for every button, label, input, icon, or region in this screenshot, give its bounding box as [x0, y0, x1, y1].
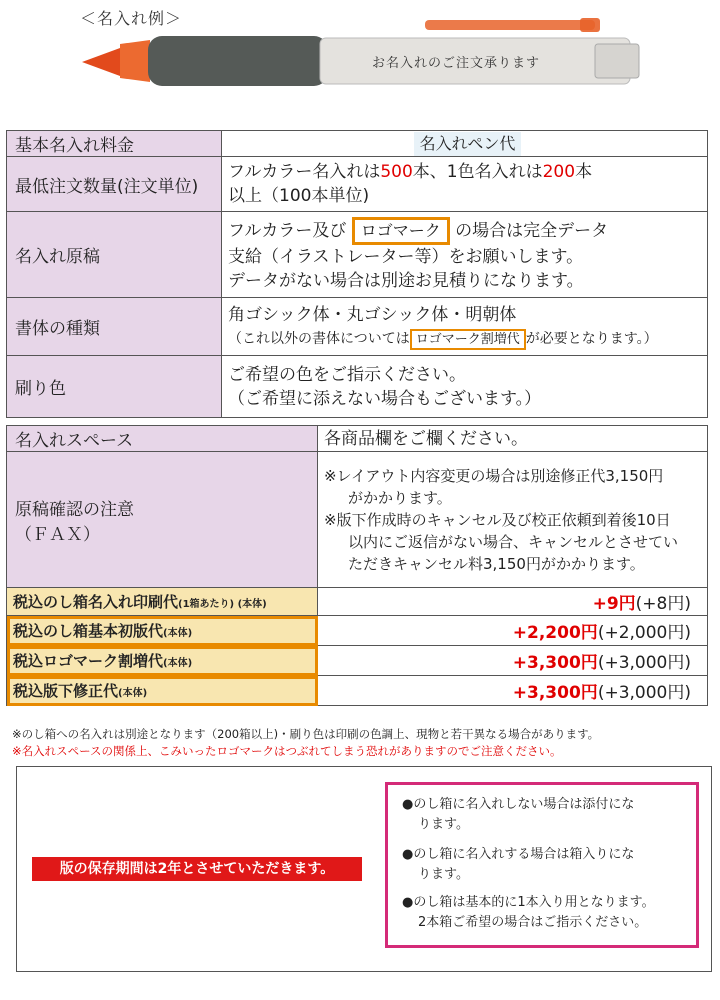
font-value: 角ゴシック体・丸ゴシック体・明朝体 （これ以外の書体については ロゴマーク割増代 が必要となります。） [222, 298, 708, 356]
box-bullets-panel [385, 782, 699, 948]
space-label: 名入れスペース [7, 426, 318, 452]
retention-banner: 版の保存期間は2年とさせていただきます。 [32, 857, 362, 881]
logo-mark-box: ロゴマーク [352, 217, 450, 245]
bullet-item: ●のし箱に名入れしない場合は添付にな ります。 [402, 797, 635, 832]
bullet-item: ●のし箱に名入れする場合は箱入りにな ります。 [402, 847, 635, 882]
space-table [6, 425, 708, 706]
bullet-item: ●のし箱は基本的に1本入り用となります。 2本箱ご希望の場合はご指示ください。 [402, 895, 655, 930]
note-logo-warning: ※名入れスペースの関係上、こみいったロゴマークはつぶれてしまう恐れがありますのでご注意ください。 [12, 744, 562, 758]
min-order-value: フルカラー名入れは500本、1色名入れは200本 以上（100本単位) [222, 157, 708, 212]
fax-value: ※レイアウト内容変更の場合は別途修正代3,150円 がかかります。 ※版下作成時のキャンセル及び校正依頼到着後10日 以内にご返信がない場合、キャンセルとさせてい ただきキャンセル料3,150円がかかります。 [318, 452, 708, 588]
table-header-label: 基本名入れ料金 [7, 131, 222, 157]
min-order-label: 最低注文数量(注文単位) [7, 157, 222, 212]
pricing-table [6, 130, 708, 418]
color-value: ご希望の色をご指示ください。 （ご希望に添えない場合もございます。） [222, 356, 708, 418]
pen-example-title: ＜名入れ例＞ [80, 9, 183, 28]
fee-label-logo-surcharge: 税込ロゴマーク割増代(本体) [7, 646, 318, 676]
fax-label: 原稿確認の注意 （ＦＡＸ） [7, 452, 318, 588]
fee-label-box-print: 税込のし箱名入れ印刷代(1箱あたり) (本体) [7, 588, 318, 616]
table-header-value: 名入れペン代 [222, 131, 708, 157]
fee-value-initial-plate: +2,200円(+2,000円) [318, 616, 708, 646]
manuscript-label: 名入れ原稿 [7, 212, 222, 298]
fee-label-correction: 税込版下修正代(本体) [7, 676, 318, 706]
manuscript-value: フルカラー及び ロゴマーク の場合は完全データ 支給（イラストレーター等）をお願いします。 データがない場合は別途お見積りになります。 [222, 212, 708, 298]
fee-value-correction: +3,300円(+3,000円) [318, 676, 708, 706]
logo-surcharge-box: ロゴマーク割増代 [410, 329, 526, 350]
font-label: 書体の種類 [7, 298, 222, 356]
fee-label-initial-plate: 税込のし箱基本初版代(本体) [7, 616, 318, 646]
fee-value-logo-surcharge: +3,300円(+3,000円) [318, 646, 708, 676]
pen-image [80, 18, 640, 88]
note-box-naming: ※のし箱への名入れは別途となります（200箱以上)・刷り色は印刷の色調上、現物と若干異なる場合があります。 [12, 727, 600, 741]
space-value: 各商品欄をご欄ください。 [318, 426, 708, 452]
color-label: 刷り色 [7, 356, 222, 418]
pen-imprint-text: お名入れのご注文承ります [372, 56, 541, 71]
fee-value-box-print: +9円(+8円) [318, 588, 708, 616]
